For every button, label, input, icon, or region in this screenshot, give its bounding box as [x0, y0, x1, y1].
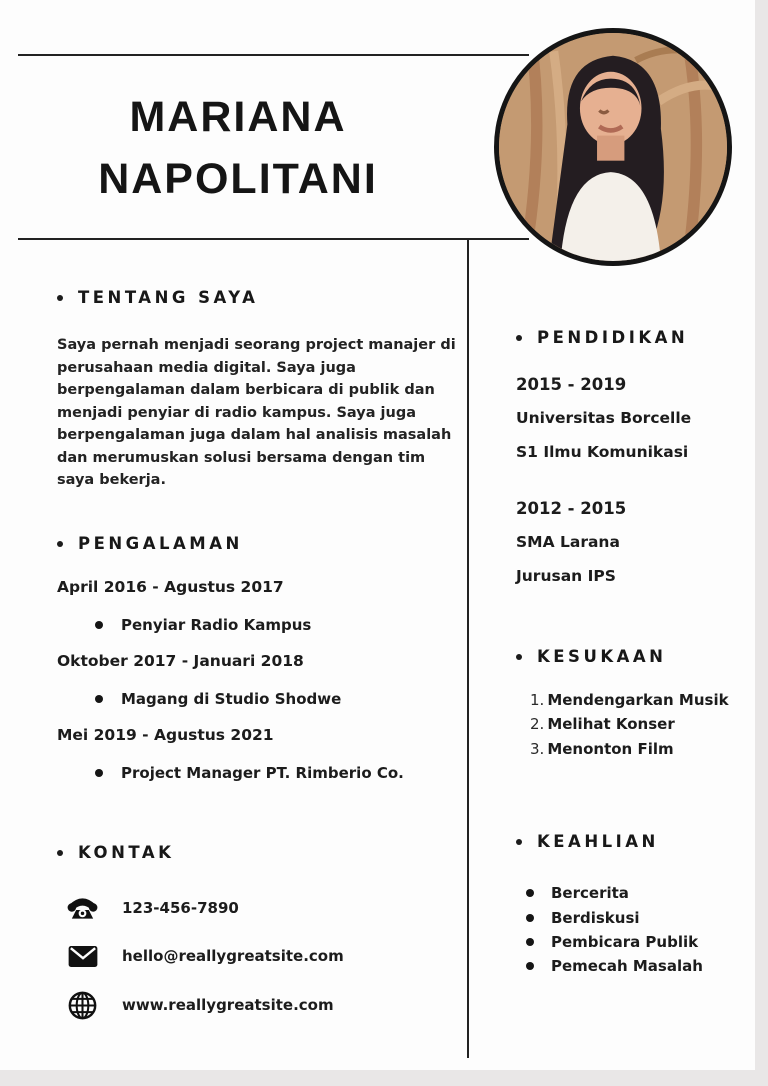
profile-photo — [494, 28, 732, 266]
heading-bullet-icon — [516, 654, 522, 660]
section-experience — [57, 533, 404, 783]
heading-bullet-icon — [57, 541, 63, 547]
list-number: 3. — [530, 739, 545, 758]
list-item — [526, 905, 751, 929]
skill-label: Pembicara Publik — [551, 932, 699, 951]
contact-phone-value: 123-456-7890 — [122, 899, 239, 917]
header-bottom-rule — [18, 238, 529, 240]
experience-role-label: Penyiar Radio Kampus — [121, 616, 312, 634]
bullet-icon — [526, 889, 534, 897]
list-item — [526, 881, 751, 905]
column-divider — [467, 238, 469, 1058]
education-school: Universitas Borcelle — [516, 409, 692, 427]
experience-role — [57, 689, 404, 709]
skill-label: Berdiskusi — [551, 908, 640, 927]
bullet-icon — [95, 621, 103, 629]
experience-role-label: Project Manager PT. Rimberio Co. — [121, 764, 404, 782]
experience-heading — [57, 533, 404, 554]
bullet-icon — [526, 938, 534, 946]
list-number: 2. — [530, 715, 545, 734]
contact-title: KONTAK — [78, 843, 175, 862]
heading-bullet-icon — [57, 850, 63, 856]
education-degree: S1 Ilmu Komunikasi — [516, 443, 689, 461]
skill-label: Bercerita — [551, 884, 629, 903]
skills-heading — [516, 831, 751, 852]
phone-icon — [66, 893, 99, 923]
like-label: Menonton Film — [547, 739, 674, 758]
list-item — [526, 930, 751, 954]
name-line-1: MARIANA — [129, 93, 347, 141]
bullet-icon — [526, 962, 534, 970]
section-education — [516, 327, 751, 587]
like-label: Melihat Konser — [547, 715, 675, 734]
globe-icon — [66, 990, 99, 1020]
header-top-rule — [18, 54, 529, 56]
section-about — [57, 287, 459, 492]
experience-role-label: Magang di Studio Shodwe — [121, 690, 342, 708]
heading-bullet-icon — [516, 335, 522, 341]
experience-period: April 2016 - Agustus 2017 — [57, 578, 284, 596]
contact-row-website — [57, 990, 344, 1020]
about-heading — [57, 287, 459, 308]
likes-heading — [516, 646, 751, 667]
heading-bullet-icon — [57, 295, 63, 301]
section-contact — [57, 842, 344, 1020]
email-icon — [66, 941, 99, 971]
skill-label: Pemecah Masalah — [551, 957, 703, 976]
experience-role — [57, 763, 404, 783]
likes-title: KESUKAAN — [537, 647, 667, 666]
experience-title: PENGALAMAN — [78, 534, 243, 553]
name-line-2: NAPOLITANI — [98, 155, 378, 203]
education-period: 2012 - 2015 — [516, 499, 627, 518]
education-degree: Jurusan IPS — [516, 567, 616, 585]
profile-photo-illustration — [499, 33, 727, 261]
list-number: 1. — [530, 691, 545, 709]
contact-website-value: www.reallygreatsite.com — [122, 996, 334, 1014]
scan-edge-right — [755, 0, 768, 1086]
skills-list — [516, 881, 751, 979]
contact-row-email — [57, 941, 344, 971]
contact-email-value: hello@reallygreatsite.com — [122, 947, 344, 965]
like-label: Mendengarkan Musik — [547, 691, 729, 709]
experience-period: Mei 2019 - Agustus 2021 — [57, 726, 274, 744]
likes-list — [516, 691, 751, 764]
education-heading — [516, 327, 751, 348]
list-item — [530, 691, 751, 715]
section-skills — [516, 831, 751, 979]
bullet-icon — [526, 914, 534, 922]
about-body: Saya pernah menjadi seorang project manajer di perusahaan media digital. Saya juga berpengalaman dalam berbicara di publik dan menjadi penyiar di radio kampus. Saya juga berpengalaman juga dalam hal analisis masalah dan merumuskan solusi bersama dengan tim saya bekerja. — [57, 337, 456, 488]
about-title: TENTANG SAYA — [78, 288, 259, 307]
scan-edge-bottom — [0, 1070, 768, 1086]
list-item — [530, 740, 751, 764]
education-title: PENDIDIKAN — [537, 328, 689, 347]
experience-period: Oktober 2017 - Januari 2018 — [57, 652, 304, 670]
bullet-icon — [95, 695, 103, 703]
education-school: SMA Larana — [516, 533, 620, 551]
contact-heading — [57, 842, 344, 863]
section-likes — [516, 646, 751, 764]
heading-bullet-icon — [516, 839, 522, 845]
list-item — [530, 715, 751, 739]
skills-title: KEAHLIAN — [537, 832, 659, 851]
education-period: 2015 - 2019 — [516, 375, 627, 394]
bullet-icon — [95, 769, 103, 777]
list-item — [526, 954, 751, 978]
contact-row-phone — [57, 893, 344, 923]
experience-role — [57, 615, 404, 635]
page-title — [18, 86, 458, 210]
